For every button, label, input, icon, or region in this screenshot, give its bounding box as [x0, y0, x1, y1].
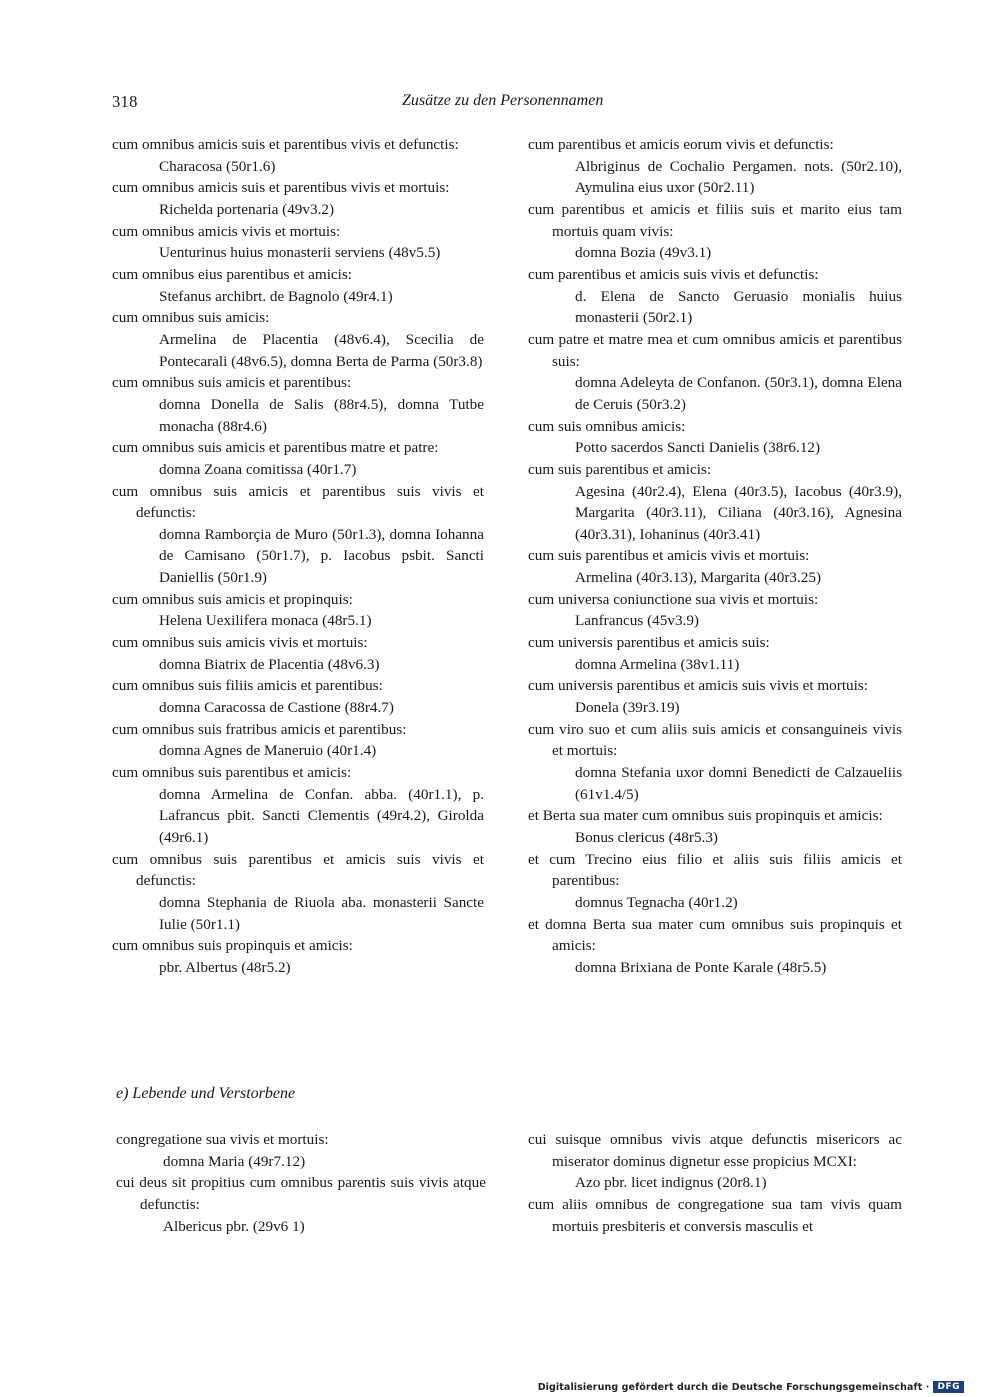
entry-names: Helena Uexilifera monaca (48r5.1) [159, 612, 372, 630]
entry-names: Agesina (40r2.4), Elena (40r3.5), Iacobus (40r3.9), Margarita (40r3.11), Ciliana (40r3.16), Agnesina (40r3.31), Iohaninus (40r3.41) [575, 482, 902, 543]
left-column-top [112, 134, 484, 979]
list-item [528, 1129, 902, 1194]
list-item [112, 372, 484, 437]
footer-text: Digitalisierung gefördert durch die Deutsche Forschungsgemeinschaft · [537, 1381, 930, 1393]
entry-names: Albriginus de Cochalio Pergamen. nots. (50r2.10), Aymulina eius uxor (50r2.11) [575, 157, 902, 197]
entry-names: Stefanus archibrt. de Bagnolo (49r4.1) [159, 287, 393, 305]
list-item [112, 589, 484, 632]
entry-heading: cum omnibus suis amicis: [112, 309, 270, 327]
entry-heading: et Berta sua mater cum omnibus suis propinquis et amicis: [528, 807, 883, 825]
entry-heading: cum parentibus et amicis eorum vivis et defunctis: [528, 136, 834, 153]
list-item [112, 849, 484, 936]
list-item [112, 935, 484, 978]
list-item [528, 134, 902, 199]
entry-names: domna Donella de Salis (88r4.5), domna Tutbe monacha (88r4.6) [159, 395, 484, 435]
entry-heading: cum suis omnibus amicis: [528, 417, 686, 435]
list-item [528, 589, 902, 632]
entry-heading: cum universis parentibus et amicis suis: [528, 634, 770, 652]
list-item [528, 1194, 902, 1237]
list-item [528, 805, 902, 848]
entry-names: domna Caracossa de Castione (88r4.7) [159, 699, 394, 717]
entry-names: pbr. Albertus (48r5.2) [159, 958, 291, 976]
entry-names: Richelda portenaria (49v3.2) [159, 200, 335, 218]
entry-heading: cum parentibus et amicis suis vivis et defunctis: [528, 265, 819, 283]
entry-heading: cum omnibus suis propinquis et amicis: [112, 937, 353, 955]
entry-names: domna Bozia (49v3.1) [575, 244, 712, 262]
entry-names: domna Maria (49r7.12) [163, 1152, 306, 1170]
running-head: Zusätze zu den Personennamen [402, 92, 604, 109]
entry-heading: cum omnibus suis parentibus et amicis suis vivis et defunctis: [112, 850, 484, 890]
entry-names: Azo pbr. licet indignus (20r8.1) [575, 1174, 767, 1192]
entry-names: domna Armelina de Confan. abba. (40r1.1), p. Lafrancus pbit. Sancti Clementis (49r4.2), Girolda (49r6.1) [159, 785, 484, 846]
entry-names: Characosa (50r1.6) [159, 157, 276, 175]
entry-heading: cum omnibus suis amicis et parentibus matre et patre: [112, 439, 439, 457]
list-item [528, 545, 902, 588]
list-item [112, 177, 484, 220]
list-item [112, 221, 484, 264]
entry-heading: congregatione sua vivis et mortuis: [116, 1131, 329, 1148]
entry-heading: cum omnibus suis fratribus amicis et parentibus: [112, 720, 407, 738]
entry-heading: cum suis parentibus et amicis: [528, 460, 712, 478]
entry-names: Armelina (40r3.13), Margarita (40r3.25) [575, 569, 822, 587]
entry-names: Bonus clericus (48r5.3) [575, 829, 718, 846]
entry-heading: et domna Berta sua mater cum omnibus suis propinquis et amicis: [528, 915, 902, 955]
page-number: 318 [112, 92, 138, 111]
section-title: e) Lebende und Verstorbene [116, 1085, 296, 1102]
entry-heading: cum omnibus suis filiis amicis et parentibus: [112, 677, 383, 695]
list-item [528, 632, 902, 675]
list-item [116, 1172, 486, 1237]
entry-heading: cum viro suo et cum aliis suis amicis et consanguineis vivis et mortuis: [528, 720, 902, 760]
list-item [112, 481, 484, 589]
list-item [116, 1129, 486, 1172]
entry-names: domna Adeleyta de Confanon. (50r3.1), domna Elena de Ceruis (50r3.2) [575, 374, 902, 413]
right-column-bottom [528, 1129, 902, 1237]
entry-names: Albericus pbr. (29v6 1) [163, 1217, 305, 1235]
list-item [112, 134, 484, 177]
entry-heading: cum parentibus et amicis et filiis suis et marito eius tam mortuis quam vivis: [528, 200, 902, 240]
list-item [528, 264, 902, 329]
right-column-top [528, 134, 902, 979]
entry-names: Lanfrancus (45v3.9) [575, 612, 699, 630]
list-item [528, 199, 902, 264]
entry-heading: cui suisque omnibus vivis atque defunctis misericors ac miserator dominus dignetur esse propicius MCXI: [528, 1131, 902, 1170]
entry-names: domnus Tegnacha (40r1.2) [575, 893, 738, 911]
entry-heading: cum aliis omnibus de congregatione sua tam vivis quam mortuis presbiteris et conversis masculis et [528, 1195, 902, 1235]
entry-heading: cum omnibus suis parentibus et amicis: [112, 764, 352, 782]
list-item [528, 719, 902, 806]
dfg-logo-icon: DFG [933, 1381, 964, 1393]
list-item [528, 329, 902, 416]
footer-credit [538, 1381, 964, 1393]
entry-names: d. Elena de Sancto Geruasio monialis huius monasterii (50r2.1) [575, 287, 902, 327]
list-item [528, 675, 902, 718]
entry-names: domna Agnes de Maneruio (40r1.4) [159, 742, 377, 760]
entry-heading: cum suis parentibus et amicis vivis et mortuis: [528, 547, 810, 565]
list-item [528, 849, 902, 914]
entry-heading: et cum Trecino eius filio et aliis suis filiis amicis et parentibus: [528, 850, 902, 890]
list-item [528, 459, 902, 546]
entry-heading: cum omnibus amicis vivis et mortuis: [112, 222, 341, 240]
list-item [528, 416, 902, 459]
list-item [112, 632, 484, 675]
entry-names: Donela (39r3.19) [575, 699, 680, 717]
entry-names: Armelina de Placentia (48v6.4), Scecilia de Pontecarali (48v6.5), domna Berta de Parma (50r3.8) [159, 330, 484, 370]
entry-heading: cum omnibus amicis suis et parentibus vivis et defunctis: [112, 136, 459, 153]
entry-heading: cum patre et matre mea et cum omnibus amicis et parentibus suis: [528, 330, 902, 370]
entry-heading: cum omnibus suis amicis et propinquis: [112, 590, 353, 608]
entry-heading: cum universis parentibus et amicis suis vivis et mortuis: [528, 677, 868, 695]
list-item [112, 264, 484, 307]
entry-heading: cui deus sit propitius cum omnibus parentis suis vivis atque defunctis: [116, 1174, 486, 1213]
entry-heading: cum omnibus amicis suis et parentibus vivis et mortuis: [112, 179, 450, 197]
entry-names: domna Ramborçia de Muro (50r1.3), domna Iohanna de Camisano (50r1.7), p. Iacobus psbit. Sancti Daniellis (50r1.9) [159, 525, 484, 587]
entry-names: domna Brixiana de Ponte Karale (48r5.5) [575, 958, 827, 976]
entry-names: Potto sacerdos Sancti Danielis (38r6.12) [575, 439, 821, 457]
list-item [528, 914, 902, 979]
list-item [112, 675, 484, 718]
entry-names: domna Stefania uxor domni Benedicti de Calzaueliis (61v1.4/5) [575, 764, 902, 803]
entry-heading: cum universa coniunctione sua vivis et mortuis: [528, 590, 819, 608]
entry-heading: cum omnibus suis amicis et parentibus: [112, 374, 352, 392]
left-column-bottom [116, 1129, 486, 1237]
entry-names: domna Armelina (38v1.11) [575, 655, 740, 673]
entry-names: domna Biatrix de Placentia (48v6.3) [159, 655, 380, 673]
list-item [112, 437, 484, 480]
entry-names: domna Stephania de Riuola aba. monasterii Sancte Iulie (50r1.1) [159, 893, 484, 933]
entry-heading: cum omnibus suis amicis vivis et mortuis: [112, 634, 368, 652]
entry-names: Uenturinus huius monasterii serviens (48v5.5) [159, 244, 441, 262]
list-item [112, 762, 484, 849]
list-item [112, 719, 484, 762]
entry-heading: cum omnibus eius parentibus et amicis: [112, 265, 353, 283]
entry-heading: cum omnibus suis amicis et parentibus suis vivis et defunctis: [112, 482, 484, 522]
list-item [112, 307, 484, 372]
entry-names: domna Zoana comitissa (40r1.7) [159, 460, 357, 478]
